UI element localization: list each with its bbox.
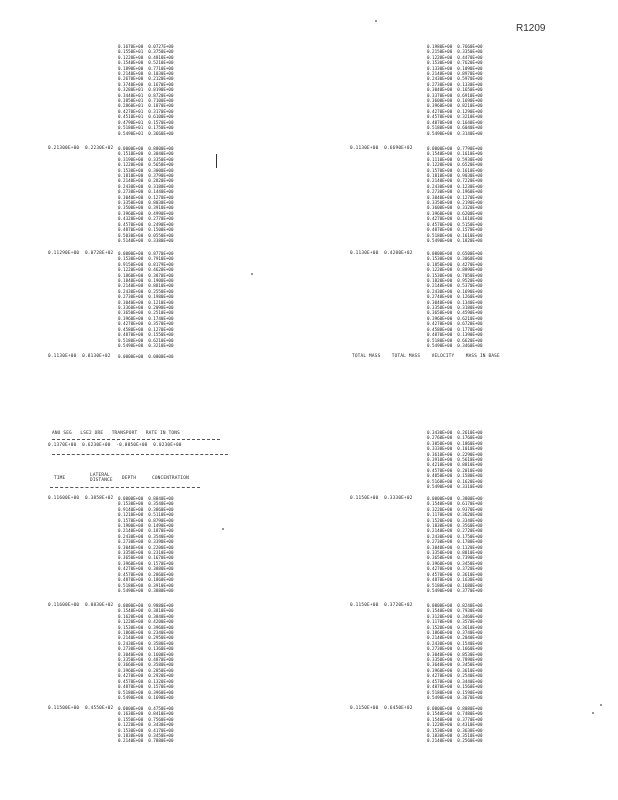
scan-speck <box>251 273 253 275</box>
page-code: R1209 <box>516 23 546 34</box>
data-block-lower-left-1: 0.0000E+00 0.8840E+00 0.1530E+00 0.3540E+00 0.9140E+00 0.3860E+00 0.1210E+00 0.5110E+00 0.1570E+00 0.8790E+00 0.1900E+00 0.1490E+00 0.2140E+00 0.1870E+00 0.2430E+00 0.3540E+00 0.2730E+00 0.3390E+00 0.3040E+00 0.2200E+00 0.3350E+00 0.2310E+00 0.3650E+00 0.1670E+00 0.3960E+00 0.1570E+00 0.4270E+00 0.3880E+00 0.4570E+00 0.2860E+00 0.4870E+00 0.1860E+00 0.5180E+00 0.3910E+00 0.5490E+00 0.3880E+00 <box>118 496 174 593</box>
data-block-upper-left-1: 0.1670E+00 0.0727E+00 0.1550E+01 0.3750E+00 0.1220E+00 0.4810E+00 0.1540E+00 0.5210E+00 0.1890E+00 0.7710E+00 0.2140E+00 0.1030E+00 0.2670E+00 0.2120E+00 0.3740E+00 0.1670E+00 0.3280E+01 0.8190E+00 0.3440E+01 0.8720E+00 0.3850E+01 0.7100E+00 0.2860E+01 0.1870E+00 0.4270E+01 0.3170E+00 0.4510E+01 0.6100E+00 0.4790E+01 0.1570E+00 0.5180E+01 0.1750E+00 0.5490E+01 0.3660E+00 <box>118 44 174 136</box>
margin-mark <box>216 154 217 168</box>
col-header-concentration: CONCENTRATION <box>152 476 189 481</box>
data-block-upper-left-3: 0.0000E+00 0.8770E+00 0.1530E+00 0.7910E+00 0.9150E+00 0.8179E+00 0.1220E+00 0.4620E+00 0.1860E+00 0.3870E+00 0.1840E+00 0.1900E+00 0.2140E+00 0.8810E+00 0.2430E+00 0.2550E+00 0.2730E+00 0.1980E+00 0.3040E+00 0.1210E+00 0.3360E+00 0.2090E+00 0.3650E+00 0.2510E+00 0.3960E+00 0.1740E+00 0.4270E+00 0.3570E+00 0.4580E+00 0.1270E+00 0.4870E+00 0.1550E+00 0.5180E+00 0.6210E+00 0.5490E+00 0.3210E+00 <box>118 251 174 348</box>
col-header-lateral-distance: LATERAL DISTANCE <box>90 473 113 483</box>
scan-speck <box>600 704 602 706</box>
data-block-upper-left-2: 0.0000E+00 0.8800E+00 0.1510E+00 0.3040E+00 0.3190E+00 0.3350E+00 0.1220E+00 0.5650E+00 0.1530E+00 0.3000E+00 0.1810E+00 0.3790E+00 0.2140E+00 0.2820E+00 0.2430E+00 0.3180E+00 0.2730E+00 0.1440E+00 0.3040E+00 0.1270E+00 0.3350E+00 0.8030E+00 0.3500E+00 0.3910E+00 0.3960E+00 0.4990E+00 0.4320E+00 0.2770E+00 0.4570E+00 0.2490E+00 0.4870E+00 0.1500E+00 0.5030E+00 0.0550E+00 0.5140E+00 0.3380E+00 <box>118 146 174 243</box>
data-block-upper-right-3: 0.0000E+00 0.6500E+00 0.1530E+00 0.3060E+00 0.1850E+00 0.4270E+00 0.1220E+00 0.8890E+00 0.1530E+00 0.7050E+00 0.1820E+00 0.9520E+00 0.2140E+00 0.5370E+00 0.2430E+00 0.1690E+00 0.2740E+00 0.1260E+00 0.3040E+00 0.1340E+00 0.3350E+00 0.3180E+00 0.3650E+00 0.4590E+00 0.3960E+00 0.6210E+00 0.4270E+00 0.6720E+00 0.4580E+00 0.1770E+00 0.4870E+00 0.1390E+00 0.5180E+00 0.6620E+00 0.5490E+00 0.3460E+00 <box>427 251 483 348</box>
row-label: 0.1130E+00 0.8130E+02 <box>48 354 111 359</box>
data-block-upper-right-2: 0.0000E+00 0.7790E+00 0.1540E+00 0.1610E+00 0.1110E+00 0.5930E+00 0.1220E+00 0.6520E+00 0.1570E+00 0.1610E+00 0.1810E+00 0.9030E+00 0.2140E+00 0.7220E+00 0.2430E+00 0.1230E+00 0.2730E+00 0.1960E+00 0.3040E+00 0.1270E+00 0.3350E+00 0.2190E+00 0.3600E+00 0.3320E+00 0.3960E+00 0.6200E+00 0.4270E+00 0.1610E+00 0.4570E+00 0.5150E+00 0.4870E+00 0.1570E+00 0.5180E+00 0.1610E+00 0.5490E+00 0.1820E+00 <box>427 146 483 243</box>
data-block-upper-left-end: 0.0000E+00 0.0000E+00 <box>118 354 174 359</box>
row-label: 0.1150E+00 0.3330E+02 <box>350 496 413 501</box>
data-block-lower-left-3: 0.0000E+00 0.4750E+00 0.1630E+00 0.8410E+00 0.1550E+00 0.7560E+00 0.1220E+00 0.3430E+00 0.1530E+00 0.4170E+00 0.1830E+00 0.3450E+00 0.2140E+00 0.7880E+00 <box>118 706 174 744</box>
transport-table-header: ANU SEG LSE2 ORE TRANSPORT RATE IN TONS <box>52 431 180 436</box>
row-label: 0.1130E+00 0.6690E+02 <box>350 146 413 151</box>
row-label: 0.11290E+00 0.0728E+02 <box>48 251 114 256</box>
row-label: 0.21300E+00 0.2230E+02 <box>48 146 114 151</box>
header-rule <box>52 439 220 440</box>
data-block-mid-right-2: 0.0000E+00 0.3800E+00 0.1540E+00 0.6170E+00 0.3220E+00 0.9370E+00 0.1170E+00 0.3620E+00 0.1520E+00 0.3340E+00 0.1830E+00 0.3560E+00 0.2140E+00 0.2720E+00 0.2430E+00 0.1750E+00 0.2730E+00 0.1780E+00 0.3040E+00 0.1120E+00 0.3350E+00 0.8810E+00 0.3650E+00 0.7390E+00 0.3960E+00 0.3450E+00 0.4270E+00 0.3720E+00 0.4570E+00 0.3610E+00 0.4870E+00 0.1630E+00 0.5180E+00 0.1680E+00 0.5490E+00 0.3770E+00 <box>427 496 483 593</box>
col-header-depth: DEPTH <box>122 476 137 481</box>
data-block-upper-right-1: 0.1980E+00 0.7660E+00 0.2150E+00 0.3350E+00 0.1220E+00 0.4470E+00 0.1530E+00 0.7620E+00 0.1330E+00 0.1090E+00 0.2140E+00 0.8970E+00 0.2430E+00 0.5970E+00 0.2730E+00 0.1330E+00 0.3040E+00 0.1650E+00 0.3370E+00 0.6910E+00 0.3600E+00 0.1690E+00 0.3960E+00 0.8210E+00 0.4270E+00 0.1290E+00 0.4570E+00 0.3210E+00 0.4870E+00 0.1640E+00 0.5180E+00 0.6040E+00 0.5490E+00 0.3140E+00 <box>427 44 483 136</box>
row-label: 0.11600E+00 0.3858E+02 <box>48 496 114 501</box>
row-label: 0.11600E+00 0.0830E+02 <box>48 603 114 608</box>
row-label: 0.1150E+00 0.6450E+02 <box>350 706 413 711</box>
data-block-mid-right-1: 0.3430E+00 0.2610E+00 0.2760E+00 0.1760E+00 0.3050E+00 0.1860E+00 0.3330E+00 0.1010E+00 0.3610E+00 0.2290E+00 0.3910E+00 0.5610E+00 0.4210E+00 0.8810E+00 0.4570E+00 0.2010E+00 0.4850E+00 0.1580E+00 0.5160E+00 0.1620E+00 0.5490E+00 0.3310E+00 <box>427 430 483 490</box>
row-label: 0.11500E+00 0.4550E+02 <box>48 706 114 711</box>
data-block-mid-right-3: 0.0000E+00 0.8240E+00 0.1540E+00 0.7930E+00 0.3120E+00 0.3460E+00 0.1170E+00 0.3570E+00 0.1520E+00 0.3610E+00 0.1860E+00 0.3740E+00 0.2140E+00 0.2040E+00 0.2430E+00 0.1540E+00 0.2730E+00 0.1660E+00 0.3040E+00 0.8530E+00 0.3350E+00 0.7890E+00 0.3640E+00 0.3450E+00 0.3960E+00 0.3610E+00 0.4270E+00 0.2540E+00 0.4570E+00 0.3440E+00 0.4870E+00 0.1560E+00 0.5180E+00 0.1590E+00 0.5490E+00 0.3670E+00 <box>427 603 483 700</box>
scan-speck <box>375 20 377 22</box>
col-header-time: TIME <box>54 476 66 481</box>
row-label: 0.1150E+00 0.3720E+02 <box>350 603 413 608</box>
data-block-lower-left-2: 0.0000E+00 0.9880E+00 0.1540E+00 0.3810E+00 0.1620E+00 0.3840E+00 0.1220E+00 0.4200E+00 0.1530E+00 0.3960E+00 0.1860E+00 0.2340E+00 0.2140E+00 0.2950E+00 0.2430E+00 0.3580E+00 0.2730E+00 0.1360E+00 0.3040E+00 0.1600E+00 0.3350E+00 0.4870E+00 0.3660E+00 0.3580E+00 0.3960E+00 0.2850E+00 0.4270E+00 0.2920E+00 0.4570E+00 0.1320E+00 0.4870E+00 0.1570E+00 0.5180E+00 0.3960E+00 0.5490E+00 0.1690E+00 <box>118 603 174 700</box>
row-label: 0.1130E+00 0.4200E+02 <box>350 251 413 256</box>
col-header-rule <box>50 487 200 488</box>
scan-speck <box>222 528 224 530</box>
section-rule <box>52 454 228 455</box>
transport-table-values: 0.1370E+00 0.6230E+00 -0.8850E+00 0.0230E+00 <box>48 443 182 448</box>
summary-headers: TOTAL MASS TOTAL MASS VELOCITY MASS IN BASE <box>352 354 500 359</box>
data-block-mid-right-4: 0.0000E+00 0.8080E+00 0.1540E+00 0.7480E+00 0.1540E+00 0.3770E+00 0.1220E+00 0.4310E+00 0.1530E+00 0.3630E+00 0.1830E+00 0.3510E+00 0.2140E+00 0.2560E+00 <box>427 706 483 744</box>
scan-speck <box>592 712 594 714</box>
